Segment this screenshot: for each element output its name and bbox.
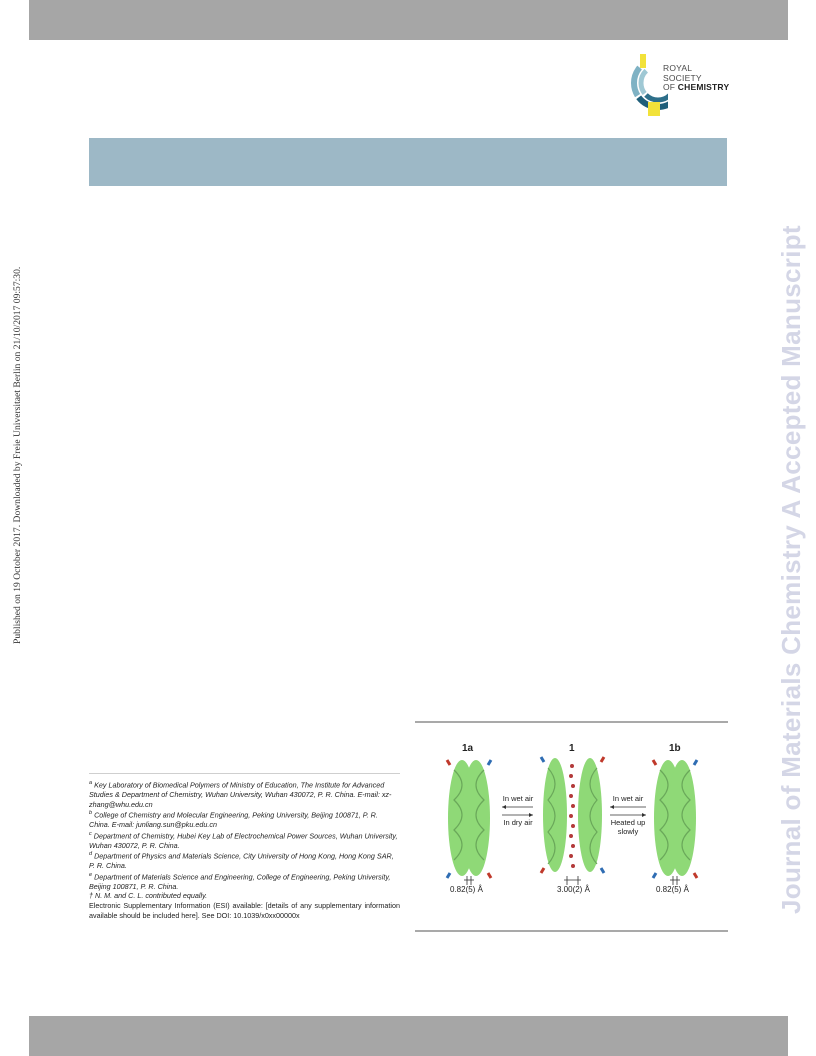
rsc-logo xyxy=(628,50,732,120)
logo-line-1: ROYAL SOCIETY xyxy=(663,63,702,83)
graphical-abstract-figure xyxy=(440,740,720,900)
title-banner xyxy=(89,138,727,186)
figure-drawing xyxy=(440,740,720,900)
crystal-1 xyxy=(541,757,604,873)
distance-markers xyxy=(464,876,680,885)
distance-mid: 3.00(2) Å xyxy=(557,885,590,894)
footnote-b: $^b$ College of Chemistry and Molecular Engineering, Peking University, Beijing 100871, P. R. China. E-mail: junliang.sun@pku.edu.cn xyxy=(89,810,378,830)
rsc-logo-icon xyxy=(628,50,668,120)
label-in-wet-air-left: In wet air xyxy=(502,794,534,803)
header-bar xyxy=(29,0,788,40)
footnote-c: $^c$ Department of Chemistry, Hubei Key Lab of Electrochemical Power Sources, Wuhan University, Wuhan 430072, P. R. China. xyxy=(89,830,398,850)
accepted-manuscript-watermark: Journal of Materials Chemistry A Accepted Manuscript xyxy=(776,225,806,914)
water-molecules xyxy=(569,764,575,868)
footnote-a: $^a$ Key Laboratory of Biomedical Polymers of Ministry of Education, The Institute for Advanced Studies & Department of Chemistry, Wuhan University, Wuhan 430072, P. R. China. E-mail: xz-zhang@whu.edu.cn xyxy=(89,780,392,809)
footer-bar xyxy=(29,1016,788,1056)
crystal-1a xyxy=(447,760,491,878)
publication-notice: Published on 19 October 2017. Downloaded by Freie Universitaet Berlin on 21/10/2017 09:57:30. xyxy=(12,266,23,644)
figure-rule-top xyxy=(415,721,728,723)
logo-line-2: OF xyxy=(663,82,676,92)
footnote-rule xyxy=(89,773,400,774)
figure-rule-bottom xyxy=(415,930,728,932)
label-in-dry-air: In dry air xyxy=(503,818,533,827)
label-in-wet-air-right: In wet air xyxy=(612,794,644,803)
label-1b: 1b xyxy=(669,743,681,754)
label-heated-up-slowly: Heated up slowly xyxy=(610,818,646,836)
distance-left: 0.82(5) Å xyxy=(450,885,483,894)
footnote-d: $^d$ Department of Physics and Materials Science, City University of Hong Kong, Hong Kong SAR, P. R. China. xyxy=(89,851,394,871)
label-1: 1 xyxy=(569,743,575,754)
logo-line-3: CHEMISTRY xyxy=(677,82,730,92)
label-1a: 1a xyxy=(462,743,474,754)
crystal-1b xyxy=(653,760,697,878)
footnote-dagger: † N. M. and C. L. contributed equally. xyxy=(89,891,208,901)
footnotes xyxy=(89,773,400,920)
distance-right: 0.82(5) Å xyxy=(656,885,689,894)
esi-note: Electronic Supplementary Information (ESI) available: [details of any supplementary information available should be included here]. See DOI: 10.1039/x0xx00000x xyxy=(89,901,400,920)
footnote-e: $^e$ Department of Materials Science and Engineering, College of Engineering, Peking University, Beijing 100871, P. R. China. xyxy=(89,871,391,891)
rsc-logo-text xyxy=(663,64,732,93)
